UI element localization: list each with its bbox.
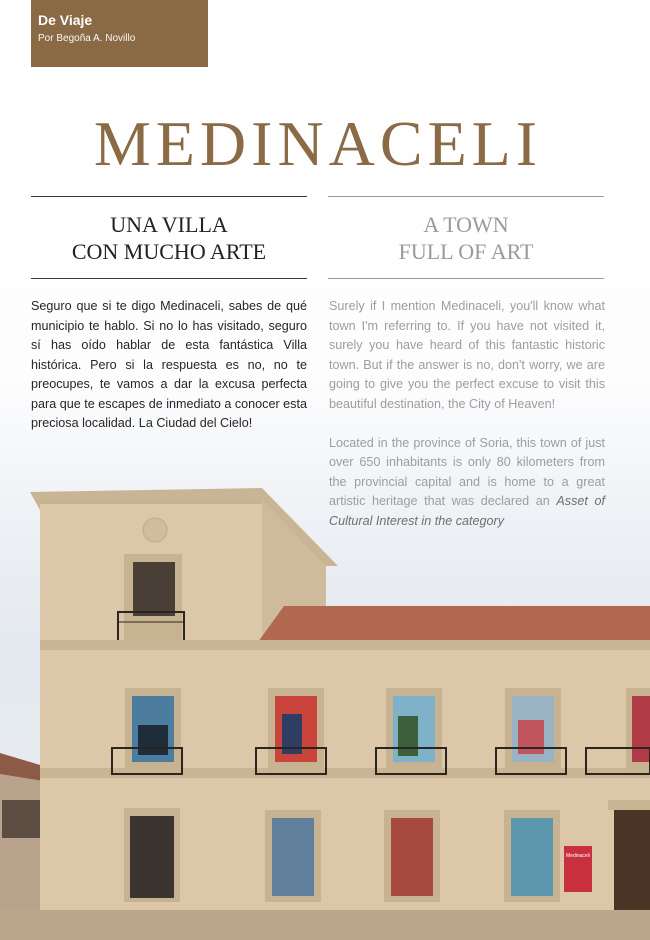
page-title: MEDINACELI — [93, 108, 543, 179]
divider-es-top — [31, 196, 307, 197]
byline: Por Begoña A. Novillo — [38, 33, 136, 44]
subtitle-es — [31, 211, 307, 265]
palace-roof — [258, 606, 650, 642]
body-spanish — [31, 297, 307, 453]
body-en-paragraph-1: Surely if I mention Medinaceli, you'll know what town I'm referring to. If you have not visited it, surely you have heard of this fantastic historic town. But if the answer is no, don't worry, we are going to give you the perfect excuse to visit this beautiful destination, the City of Heaven! — [329, 299, 605, 411]
divider-es-bottom — [31, 278, 307, 279]
red-poster-label: Medinaceli — [566, 853, 590, 859]
subtitle-en-line-1: A TOWN — [423, 212, 509, 237]
body-es-paragraph: Seguro que si te digo Medinaceli, sabes de qué municipio te hablo. Si no lo has visitado, seguro sí has oído hablar de esta fantástica Villa histórica. Pero si la respuesta es no, no te preocupes, te vamos a dar la excusa perfecta para que te escapes de inmediato a conocer esta preciosa localidad. La Ciudad del Cielo! — [31, 299, 307, 430]
body-en-p2-text: Located in the province of Soria, this town of just over 650 inhabitants is only 80 kilometers from the provincial capital and is home to a great artistic heritage that was declared an — [329, 435, 605, 508]
section-name: De Viaje — [38, 12, 93, 28]
subtitle-es-line-2: CON MUCHO ARTE — [71, 239, 267, 264]
section-tag — [31, 0, 208, 67]
subtitle-en — [328, 211, 604, 265]
palace-door — [614, 808, 650, 910]
body-en-p2-emphasis: Asset of Cultural Interest in the category — [329, 494, 605, 528]
palace-photo — [0, 470, 650, 940]
subtitle-en-line-2: FULL OF ART — [398, 239, 534, 264]
divider-en-top — [328, 196, 604, 197]
subtitle-es-line-1: UNA VILLA — [110, 212, 228, 237]
divider-en-bottom — [328, 278, 604, 279]
